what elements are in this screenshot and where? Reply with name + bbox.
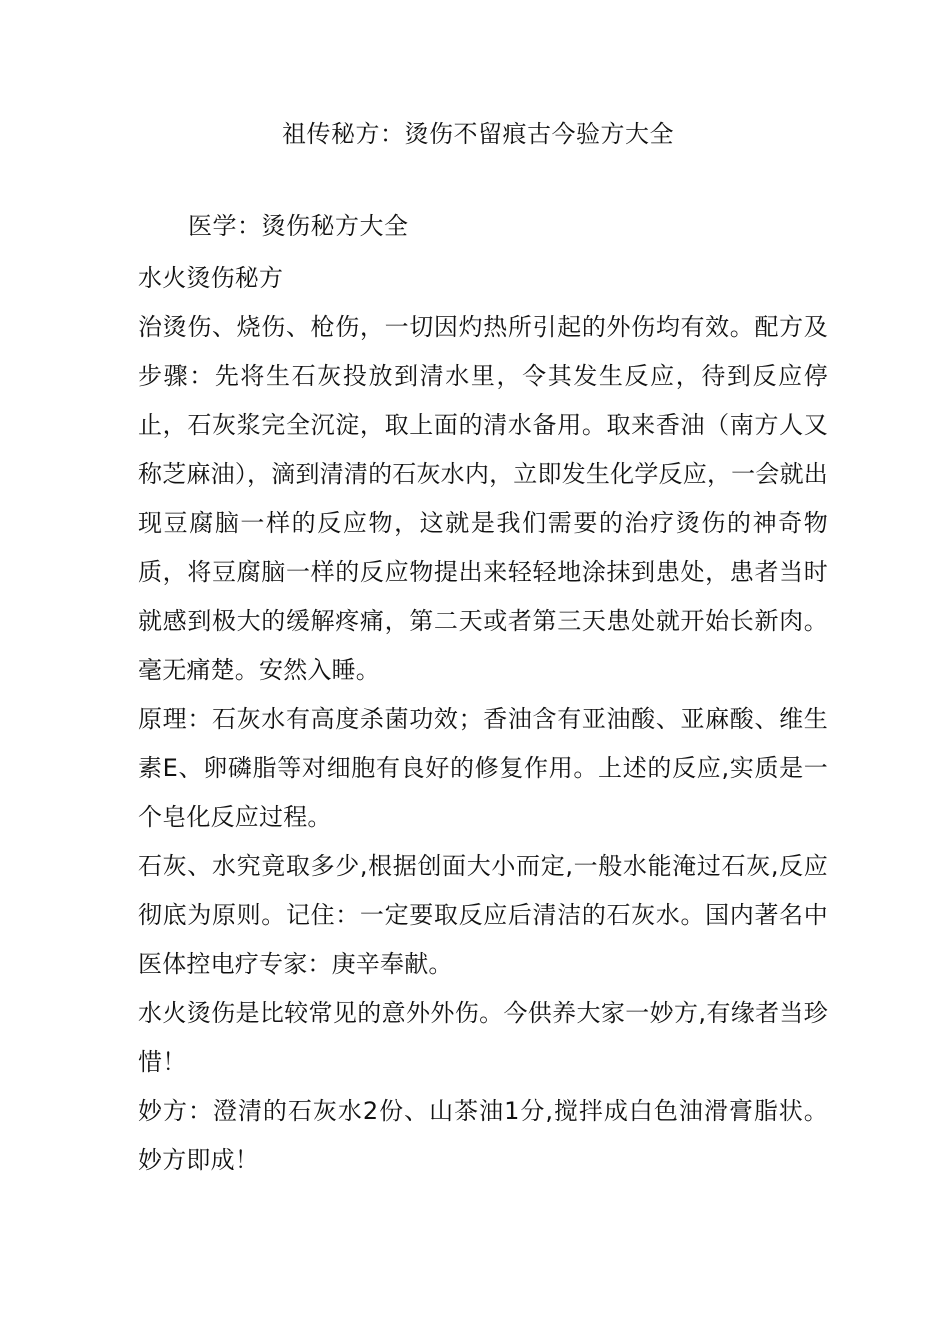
paragraph-method: 治烫伤、烧伤、枪伤，一切因灼热所引起的外伤均有效。配方及步骤：先将生石灰投放到清水里，令其发生反应，待到反应停止，石灰浆完全沉淀，取上面的清水备用。取来香油（南方人又称芝麻油），滴到清清的石灰水内，立即发生化学反应，一会就出现豆腐脑一样的反应物，这就是我们需要的治疗烫伤的神奇物质，将豆腐脑一样的反应物提出来轻轻地涂抹到患处，患者当时就感到极大的缓解疼痛，第二天或者第三天患处就开始长新肉。毫无痛楚。安然入睡。 <box>138 313 828 684</box>
paragraph-recipe: 妙方：澄清的石灰水2份、山茶油1分,搅拌成白色油滑膏脂状。妙方即成！ <box>138 1097 828 1174</box>
paragraph-principle: 原理：石灰水有高度杀菌功效；香油含有亚油酸、亚麻酸、维生素E、卵磷脂等对细胞有良好的修复作用。上述的反应,实质是一个皂化反应过程。 <box>138 705 828 831</box>
paragraph-intro: 水火烫伤是比较常见的意外外伤。今供养大家一妙方,有缘者当珍惜！ <box>138 999 828 1076</box>
section-heading: 水火烫伤秘方 <box>138 264 284 292</box>
paragraph-quantity: 石灰、水究竟取多少,根据创面大小而定,一般水能淹过石灰,反应彻底为原则。记住：一定要取反应后清洁的石灰水。国内著名中医体控电疗专家：庚辛奉献。 <box>138 852 828 978</box>
document-body <box>138 254 828 1185</box>
document-subtitle: 医学：烫伤秘方大全 <box>188 212 409 240</box>
document-title: 祖传秘方：烫伤不留痕古今验方大全 <box>282 120 674 148</box>
